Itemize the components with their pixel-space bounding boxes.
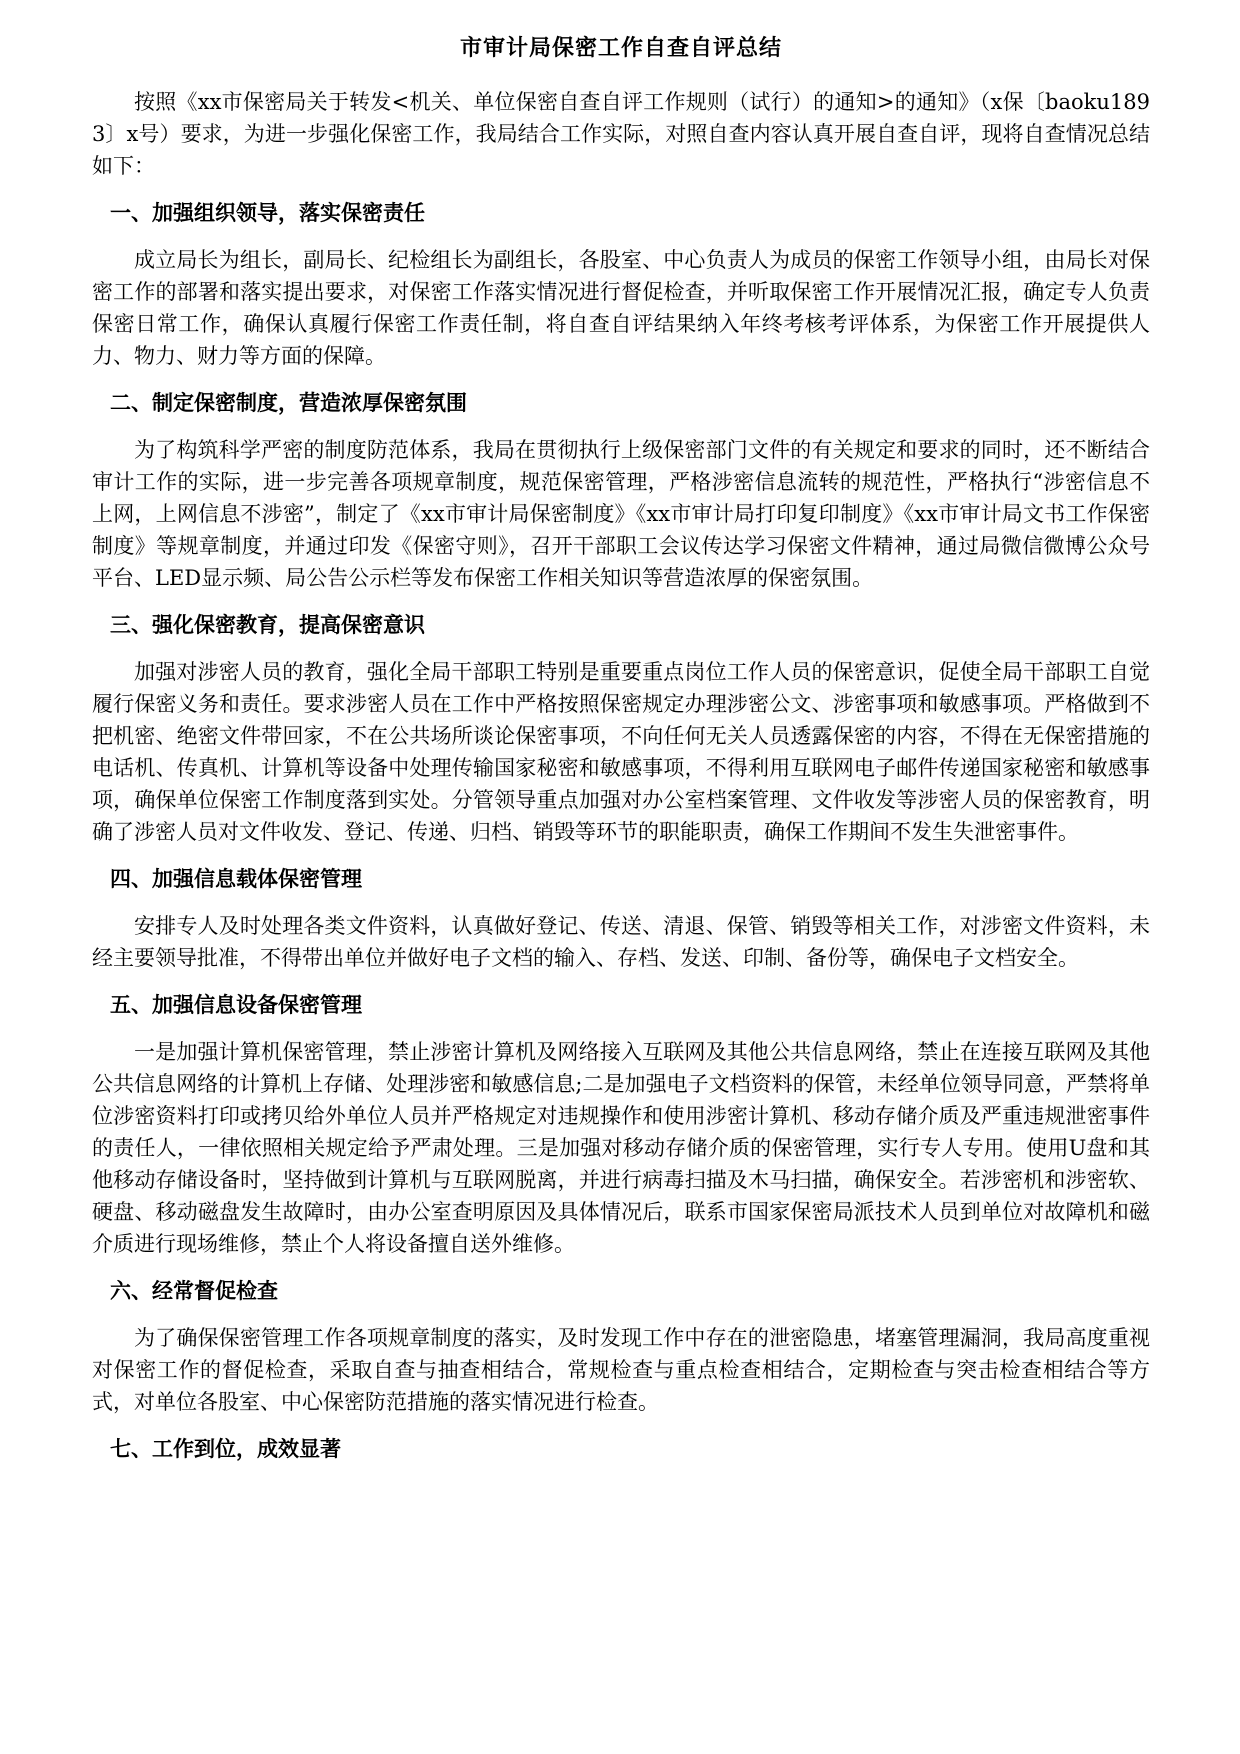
section-body-5: 一是加强计算机保密管理，禁止涉密计算机及网络接入互联网及其他公共信息网络，禁止在连接互联网及其他公共信息网络的计算机上存储、处理涉密和敏感信息;二是加强电子文档资料的保管，未经单位领导同意，严禁将单位涉密资料打印或拷贝给外单位人员并严格规定对违规操作和使用涉密计算机、移动存储介质及严重违规泄密事件的责任人，一律依照相关规定给予严肃处理。三是加强对移动存储介质的保密管理，实行专人专用。使用U盘和其他移动存储设备时，坚持做到计算机与互联网脱离，并进行病毒扫描及木马扫描，确保安全。若涉密机和涉密软、硬盘、移动磁盘发生故障时，由办公室查明原因及具体情况后，联系市国家保密局派技术人员到单位对故障机和磁介质进行现场维修，禁止个人将设备擅自送外维修。 [92, 1040, 1150, 1256]
section-body-1: 成立局长为组长，副局长、纪检组长为副组长，各股室、中心负责人为成员的保密工作领导小组，由局长对保密工作的部署和落实提出要求，对保密工作落实情况进行督促检查，并听取保密工作开展情况汇报，确定专人负责保密日常工作，确保认真履行保密工作责任制，将自查自评结果纳入年终考核考评体系，为保密工作开展提供人力、物力、财力等方面的保障。 [92, 248, 1150, 368]
section-body-6: 为了确保保密管理工作各项规章制度的落实，及时发现工作中存在的泄密隐患，堵塞管理漏洞，我局高度重视对保密工作的督促检查，采取自查与抽查相结合，常规检查与重点检查相结合，定期检查与突击检查相结合等方式，对单位各股室、中心保密防范措施的落实情况进行检查。 [92, 1326, 1150, 1414]
section-heading-1: 一、加强组织领导，落实保密责任 [110, 201, 425, 225]
document-title: 市审计局保密工作自查自评总结 [459, 36, 782, 61]
section-heading-5: 五、加强信息设备保密管理 [110, 993, 362, 1017]
document-content [92, 34, 1150, 1480]
section-heading-3: 三、强化保密教育，提高保密意识 [110, 613, 425, 637]
section-body-4: 安排专人及时处理各类文件资料，认真做好登记、传送、清退、保管、销毁等相关工作，对涉密文件资料，未经主要领导批准，不得带出单位并做好电子文档的输入、存档、发送、印制、备份等，确保电子文档安全。 [92, 914, 1150, 970]
section-body-3: 加强对涉密人员的教育，强化全局干部职工特别是重要重点岗位工作人员的保密意识，促使全局干部职工自觉履行保密义务和责任。要求涉密人员在工作中严格按照保密规定办理涉密公文、涉密事项和敏感事项。严格做到不把机密、绝密文件带回家，不在公共场所谈论保密事项，不向任何无关人员透露保密的内容，不得在无保密措施的电话机、传真机、计算机等设备中处理传输国家秘密和敏感事项，不得利用互联网电子邮件传递国家秘密和敏感事项，确保单位保密工作制度落到实处。分管领导重点加强对办公室档案管理、文件收发等涉密人员的保密教育，明确了涉密人员对文件收发、登记、传递、归档、销毁等环节的职能职责，确保工作期间不发生失泄密事件。 [92, 660, 1150, 844]
section-heading-4: 四、加强信息载体保密管理 [110, 867, 362, 891]
intro-paragraph: 按照《xx市保密局关于转发<机关、单位保密自查自评工作规则（试行）的通知>的通知》（x保〔baoku1893〕x号）要求，为进一步强化保密工作，我局结合工作实际，对照自查内容认真开展自查自评，现将自查情况总结如下： [92, 90, 1150, 178]
section-body-2: 为了构筑科学严密的制度防范体系，我局在贯彻执行上级保密部门文件的有关规定和要求的同时，还不断结合审计工作的实际，进一步完善各项规章制度，规范保密管理，严格涉密信息流转的规范性，严格执行“涉密信息不上网，上网信息不涉密”，制定了《xx市审计局保密制度》《xx市审计局打印复印制度》《xx市审计局文书工作保密制度》等规章制度，并通过印发《保密守则》，召开干部职工会议传达学习保密文件精神，通过局微信微博公众号平台、LED显示频、局公告公示栏等发布保密工作相关知识等营造浓厚的保密氛围。 [92, 438, 1150, 590]
section-heading-2: 二、制定保密制度，营造浓厚保密氛围 [110, 391, 467, 415]
section-heading-6: 六、经常督促检查 [110, 1279, 278, 1303]
section-heading-7: 七、工作到位，成效显著 [110, 1437, 341, 1461]
